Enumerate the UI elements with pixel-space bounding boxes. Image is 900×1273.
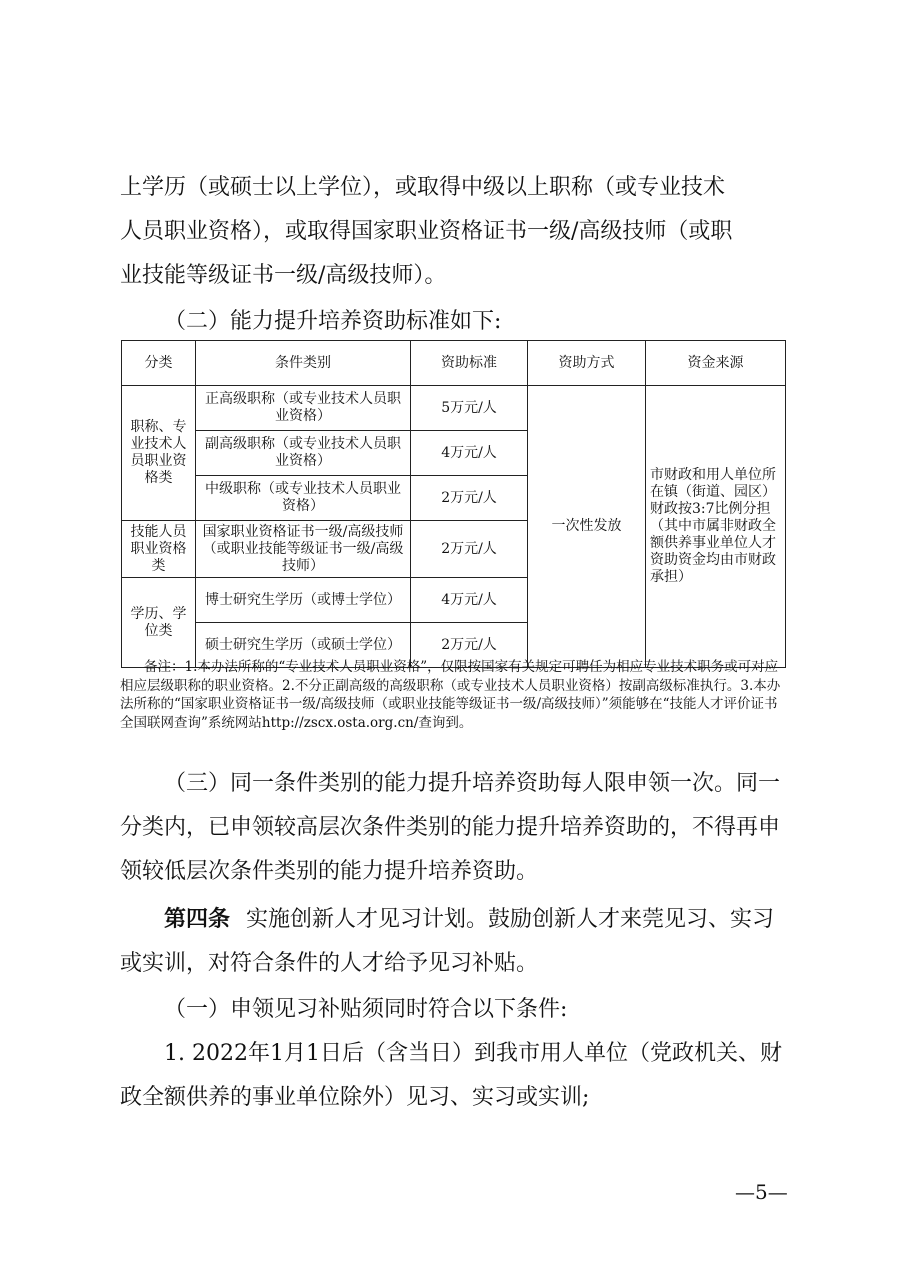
intro-line-3: 业技能等级证书一级/高级技师）。 xyxy=(120,263,447,288)
header-category: 分类 xyxy=(122,341,196,386)
section2-heading: （二）能力提升培养资助标准如下: xyxy=(164,309,502,334)
condition-cell: 博士研究生学历（或博士学位） xyxy=(196,578,411,623)
amount-cell: 2万元/人 xyxy=(411,521,528,578)
article4-paragraph xyxy=(120,898,790,986)
intro-line-2: 人员职业资格），或取得国家职业资格证书一级/高级技师（或职 xyxy=(120,219,733,244)
group-cell: 学历、学位类 xyxy=(122,578,196,668)
condition-cell: 硕士研究生学历（或硕士学位） xyxy=(196,623,411,668)
method-cell: 一次性发放 xyxy=(528,386,646,668)
group-cell: 技能人员职业资格类 xyxy=(122,521,196,578)
condition-cell: 正高级职称（或专业技术人员职业资格） xyxy=(196,386,411,431)
header-method: 资助方式 xyxy=(528,341,646,386)
table-note: 备注：1.本办法所称的“专业技术人员职业资格”，仅限按国家有关规定可聘任为相应专业技术职务或可对应相应层级职称的职业资格。2.不分正副高级的高级职称（或专业技术人员职业资格）按副高级标准执行。3.本办法所称的“国家职业资格证书一级/高级技师（或职业技能等级证书一级/高级技师）”须能够在“技能人才评价证书全国联网查询”系统网站http://zscx.osta.org.cn/查询到。 xyxy=(120,659,781,731)
sub1-heading: （一）申领见习补贴须同时符合以下条件: xyxy=(164,997,568,1022)
subsidy-table xyxy=(121,340,786,668)
page-number: —5— xyxy=(735,1180,788,1204)
funding-cell: 市财政和用人单位所在镇（街道、园区）财政按3:7比例分担（其中市属非财政全额供养事业单位人才资助资金均由市财政承担） xyxy=(646,386,786,668)
table-row xyxy=(122,386,786,431)
condition-cell: 中级职称（或专业技术人员职业资格） xyxy=(196,476,411,521)
header-amount: 资助标准 xyxy=(411,341,528,386)
item1-paragraph: 1. 2022年1月1日后（含当日）到我市用人单位（党政机关、财政全额供养的事业单位除外）见习、实习或实训; xyxy=(120,1041,782,1110)
amount-cell: 4万元/人 xyxy=(411,578,528,623)
amount-cell: 5万元/人 xyxy=(411,386,528,431)
article4-text: 实施创新人才见习计划。鼓励创新人才来莞见习、实习或实训，对符合条件的人才给予见习补贴。 xyxy=(120,907,775,976)
amount-cell: 2万元/人 xyxy=(411,476,528,521)
article4-title: 第四条 xyxy=(164,907,231,932)
intro-line-1: 上学历（或硕士以上学位），或取得中级以上职称（或专业技术 xyxy=(120,175,726,200)
amount-cell: 2万元/人 xyxy=(411,623,528,668)
amount-cell: 4万元/人 xyxy=(411,431,528,476)
section3-paragraph: （三）同一条件类别的能力提升培养资助每人限申领一次。同一分类内，已申领较高层次条件类别的能力提升培养资助的，不得再申领较低层次条件类别的能力提升培养资助。 xyxy=(120,771,781,884)
header-condition: 条件类别 xyxy=(196,341,411,386)
table-header-row xyxy=(122,341,786,386)
condition-cell: 国家职业资格证书一级/高级技师（或职业技能等级证书一级/高级技师） xyxy=(196,521,411,578)
condition-cell: 副高级职称（或专业技术人员职业资格） xyxy=(196,431,411,476)
header-funding: 资金来源 xyxy=(646,341,786,386)
group-cell: 职称、专业技术人员职业资格类 xyxy=(122,386,196,521)
